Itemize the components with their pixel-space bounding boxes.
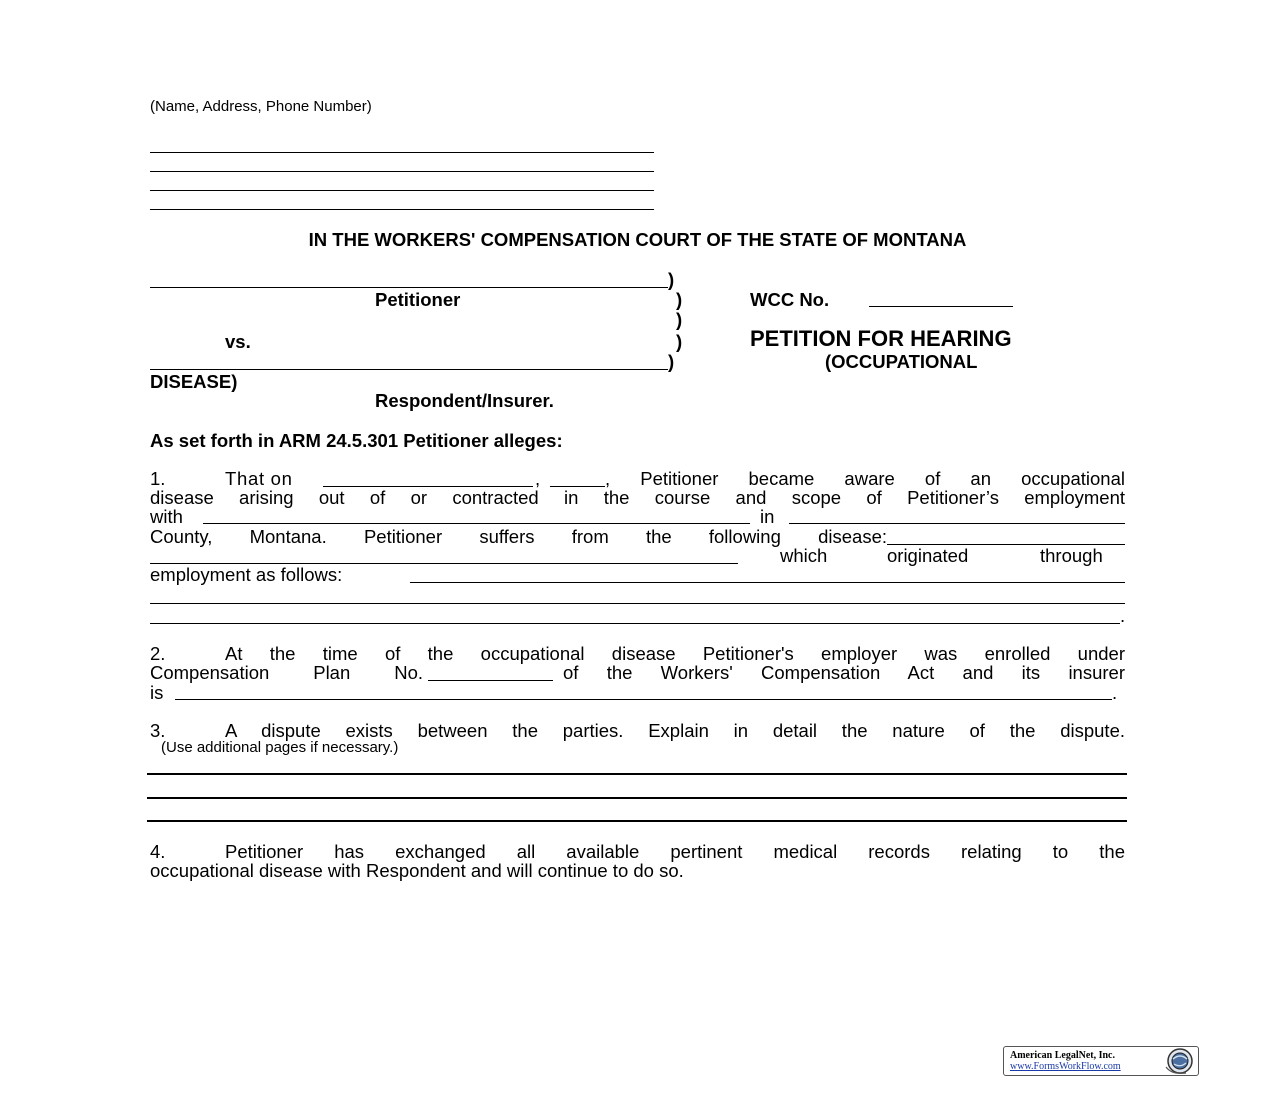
wcc-label: WCC No. [750,289,830,310]
item2-line1: At the time of the occupational disease Petitioner's employer was enrolled under [225,643,1125,664]
item2-plan-label: Compensation Plan No. [150,662,423,683]
item1-period: . [1120,605,1126,626]
caption-paren-2: ) [676,289,683,310]
vs-label: vs. [225,331,251,352]
address-line-4[interactable] [150,209,654,210]
item1-follows: employment as follows: [150,564,343,585]
item1-number: 1. [150,468,166,489]
item1-which: which [780,545,828,566]
footer-logo-box[interactable] [1003,1046,1199,1076]
item2-plan-number-line[interactable] [428,680,553,681]
item2-number: 2. [150,643,166,664]
item1-with: with [150,506,183,527]
item3-note: (Use additional pages if necessary.) [161,739,399,756]
item1-that-on: That on [225,468,293,489]
caption-paren-3: ) [676,309,683,330]
caption-paren-5: ) [668,351,675,372]
address-line-3[interactable] [150,190,654,191]
petitioner-label: Petitioner [375,289,461,310]
item1-became-aware: , Petitioner became aware of an occupational [605,468,1125,489]
item3-text: A dispute exists between the parties. Explain in detail the nature of the dispute. [225,720,1125,741]
address-line-1[interactable] [150,152,654,153]
wcc-number-line[interactable] [869,306,1013,307]
petition-title: PETITION FOR HEARING [750,326,1012,351]
item1-comma: , [535,468,541,489]
respondent-name-line[interactable] [150,369,668,370]
item3-dispute-line-3[interactable] [147,820,1127,822]
petition-subtitle-1: (OCCUPATIONAL [825,351,978,372]
item3-dispute-line-2[interactable] [147,797,1127,799]
item2-is: is [150,682,164,703]
respondent-label: Respondent/Insurer. [375,390,554,411]
item1-explanation-line-3[interactable] [150,623,1120,624]
item1-explanation-line-2[interactable] [150,603,1125,604]
globe-icon [1162,1047,1198,1075]
caption-paren-1: ) [668,269,675,290]
item4-number: 4. [150,841,166,862]
item1-in: in [760,506,775,527]
item3-number: 3. [150,720,166,741]
caption-paren-4: ) [676,331,683,352]
item1-explanation-line-1[interactable] [410,582,1125,583]
item1-line2: disease arising out of or contracted in the course and scope of Petitioner’s employment [150,487,1125,508]
court-title: IN THE WORKERS' COMPENSATION COURT OF THE STATE OF MONTANA [308,229,967,250]
item4-line1: Petitioner has exchanged all available pertinent medical records relating to the [225,841,1125,862]
footer-url[interactable]: www.FormsWorkFlow.com [1010,1061,1121,1072]
item1-originated: originated [887,545,969,566]
item1-county-text: County, Montana. Petitioner suffers from the following disease: [150,526,887,547]
item2-insurer-line[interactable] [175,699,1112,700]
footer-company: American LegalNet, Inc. [1010,1050,1115,1061]
item1-employer-line[interactable] [203,523,750,524]
intro-text: As set forth in ARM 24.5.301 Petitioner alleges: [150,430,563,451]
petition-subtitle-2: DISEASE) [150,371,238,392]
item1-through: through [1040,545,1103,566]
address-line-2[interactable] [150,171,654,172]
item3-dispute-line-1[interactable] [147,773,1127,775]
petitioner-name-line[interactable] [150,287,668,288]
item4-line2: occupational disease with Respondent and will continue to do so. [150,860,684,881]
item1-county-line[interactable] [789,523,1125,524]
item2-act-text: of the Workers' Compensation Act and its insurer [563,662,1125,683]
item2-period: . [1112,682,1118,703]
header-caption: (Name, Address, Phone Number) [150,98,372,115]
